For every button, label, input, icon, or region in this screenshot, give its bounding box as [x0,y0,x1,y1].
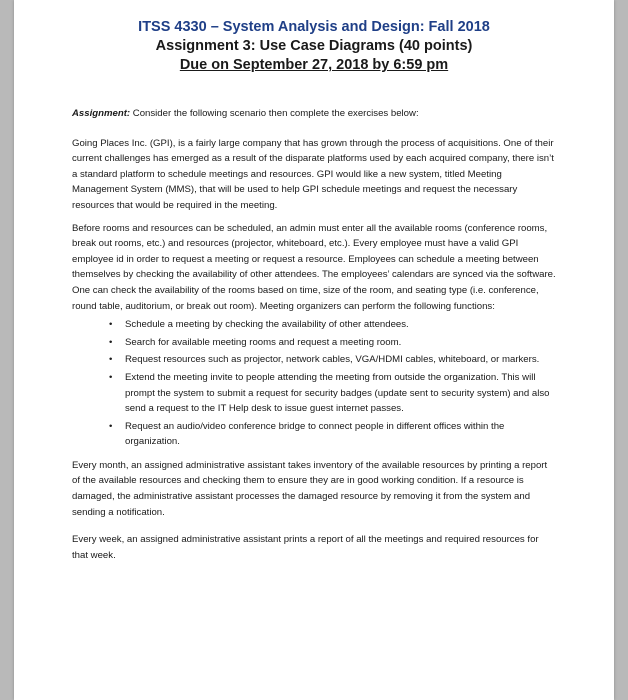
document-body [72,106,556,575]
document-header [14,18,614,75]
list-item [72,370,556,417]
list-item [72,317,556,333]
list-item [72,419,556,450]
paragraph-monthly: Every month, an assigned administrative assistant takes inventory of the available resources by printing a report of the available resources and checking them to ensure they are in good working condition. If a resource is damaged, the administrative assistant processes the damaged resource by removing it from the system and sending a notification. [72,459,548,518]
bullet-icon: • [109,371,113,383]
list-item [72,352,556,368]
assignment-title: Assignment 3: Use Case Diagrams (40 points) [155,38,473,54]
list-item-text: Request resources such as projector, network cables, VGA/HDMI cables, whiteboard, or markers. [125,354,540,366]
bullet-icon: • [109,319,113,331]
list-item-text: Request an audio/video conference bridge to connect people in different offices within the organization. [125,420,505,448]
paragraph-weekly: Every week, an assigned administrative assistant prints a report of all the meetings and required resources for that week. [72,534,539,561]
functions-list [72,317,556,450]
list-item-text: Schedule a meeting by checking the availability of other attendees. [125,319,409,331]
due-date: Due on September 27, 2018 by 6:59 pm [179,57,449,73]
bullet-icon: • [109,354,113,366]
list-item [72,335,556,351]
paragraph-rooms: Before rooms and resources can be scheduled, an admin must enter all the available rooms (conference rooms, break out rooms, etc.) and resources (projector, whiteboard, etc.). Every employee must have a valid GPI employee id in order to request a meeting or request a resource. Employees can schedule a meeting between themselves by checking the availability of other attendees. The employees’ calendars are synced via the software. One can check the availability of the rooms based on time, size of the room, and seating type (i.e. conference, round table, auditorium, or break out room). Meeting organizers can perform the following functions: [72,222,556,312]
paragraph-intro: Going Places Inc. (GPI), is a fairly large company that has grown through the process of acquisitions. One of their current challenges has emerged as a result of the disparate platforms used by each acquired company, there isn’t a standard platform to schedule meetings and resources. GPI would like a new system, titled Meeting Management System (MMS), that will be used to help GPI schedule meetings and request the necessary resources that would be required in the meeting. [72,137,554,211]
document-page [14,0,614,700]
list-item-text: Search for available meeting rooms and request a meeting room. [125,336,402,348]
list-item-text: Extend the meeting invite to people attending the meeting from outside the organization. This will prompt the system to submit a request for security badges (update sent to security system) and also send a request to the IT Help desk to issue guest internet passes. [125,371,550,415]
assignment-instruction [72,106,556,122]
bullet-icon: • [109,336,113,348]
course-title: ITSS 4330 – System Analysis and Design: Fall 2018 [138,19,490,35]
assignment-text: Consider the following scenario then complete the exercises below: [130,108,419,119]
bullet-icon: • [109,420,113,432]
assignment-label: Assignment: [72,108,131,119]
